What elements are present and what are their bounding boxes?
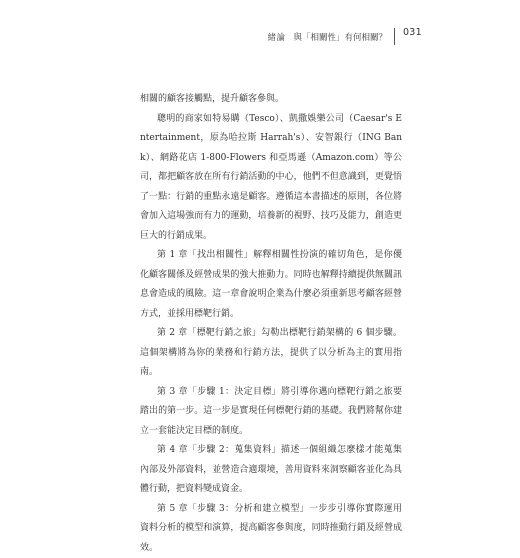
paragraph-chapter-2: 第 2 章「標靶行銷之旅」勾勒出標靶行銷架構的 6 個步驟。這個架構將為你的業務和行銷方法，提供了以分析為主的實用指南。 [140,324,402,383]
paragraph-chapter-4: 第 4 章「步驟 2：蒐集資料」描述一個組織怎麼樣才能蒐集內部及外部資料，並營造合適環境，善用資料來洞察顧客並化為具體行動，把資料變成資金。 [140,441,402,500]
header-chapter-title: 與「相關性」有何相關？ [293,31,387,43]
header-divider [394,28,395,45]
paragraph-chapter-3: 第 3 章「步驟 1：決定目標」將引導你邁向標靶行銷之旅要踏出的第一步。這一步是實現任何標靶行銷的基礎。我們將幫你建立一套能決定目標的制度。 [140,383,402,442]
running-header [267,28,402,45]
body-text [140,90,402,558]
paragraph-continuation: 相關的顧客接觸點，提升顧客參與。 [140,90,402,110]
paragraph-chapter-5: 第 5 章「步驟 3：分析和建立模型」一步步引導你實際運用資料分析的模型和演算，提高顧客參與度，同時推動行銷及經營成效。 [140,500,402,558]
paragraph-chapter-1: 第 1 章「找出相關性」解釋相關性扮演的確切角色，是你優化顧客關係及經營成果的強大推動力。同時也解釋持續提供無關訊息會造成的風險。這一章會說明企業為什麼必須重新思考顧客經營方式，並採用標靶行銷。 [140,246,402,324]
header-section-label: 緒論 [267,31,285,43]
page-number: 031 [403,27,422,38]
paragraph-smart-merchants: 聰明的商家如特易購（Tesco）、凱撒娛樂公司（Caesar's Entertainment，原為哈拉斯 Harrah's）、安智銀行（ING Bank）、網路花店 1-800-Flowers 和亞馬遜（Amazon.com）等公司，都把顧客放在所有行銷活動的中心，他們不但意識到，更覺悟了一點：行銷的重點永遠是顧客。遵循這本書描述的原則，各位將會加入這場強而有力的運動，培養新的視野、技巧及能力，創造更巨大的行銷成果。 [140,110,402,247]
